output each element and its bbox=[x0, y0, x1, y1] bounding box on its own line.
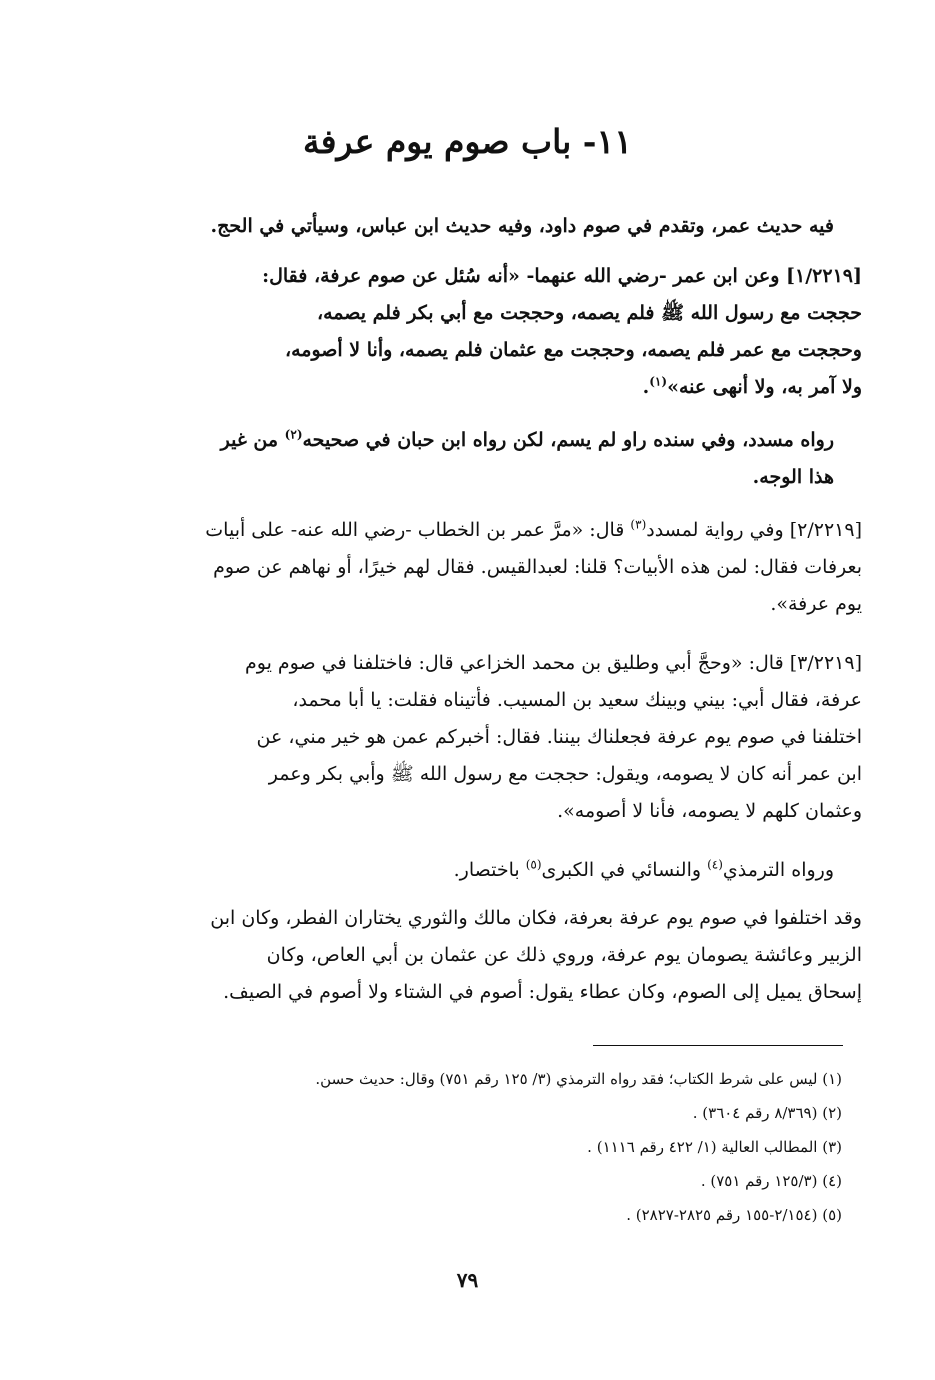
hadith-3-line-1: [٣/٢٢١٩] قال: «وحجَّ أبي وطليق بن محمد الخزاعي قال: فاختلفنا في صوم يوم bbox=[245, 652, 862, 674]
closing-line-2: الزبير وعائشة يصومان يوم عرفة، وروي ذلك عن عثمان بن أبي العاص، وكان bbox=[266, 944, 862, 966]
intro-line: فيه حديث عمر، وتقدم في صوم داود، وفيه حديث ابن عباس، وسيأتي في الحج. bbox=[210, 215, 834, 237]
closing-line-1: وقد اختلفوا في صوم يوم عرفة بعرفة، فكان مالك والثوري يختاران الفطر، وكان ابن bbox=[210, 907, 862, 929]
comment-1-line-1 bbox=[92, 422, 862, 459]
closing-paragraph bbox=[92, 900, 862, 1011]
comment-3-line bbox=[92, 852, 862, 889]
hadith-1 bbox=[92, 258, 862, 406]
comment-1-line-2: هذا الوجه. bbox=[752, 466, 834, 488]
footnote-1: (١) ليس على شرط الكتاب؛ فقد رواه الترمذي (٣/ ١٢٥ رقم ٧٥١) وقال: حديث حسن. bbox=[315, 1070, 842, 1088]
footnotes-list bbox=[92, 1062, 862, 1232]
hadith-1-line-2: حججت مع رسول الله ﷺ فلم يصمه، وحججت مع أبي بكر فلم يصمه، bbox=[316, 302, 862, 324]
hadith-2-text-a: [٢/٢٢١٩] وفي رواية لمسدد bbox=[646, 519, 862, 541]
chapter-title: ١١- باب صوم يوم عرفة bbox=[303, 122, 632, 161]
hadith-3-line-5: وعثمان كلهم لا يصومه، فأنا لا أصومه». bbox=[557, 800, 862, 822]
footnote-ref-3: (٣) bbox=[630, 517, 647, 532]
footnote-ref-2: (٢) bbox=[284, 427, 303, 442]
hadith-1-line-3: وحججت مع عمر فلم يصمه، وحججت مع عثمان فلم يصمه، وأنا لا أصومه، bbox=[284, 339, 862, 361]
hadith-1-end: . bbox=[642, 376, 650, 398]
intro-paragraph bbox=[92, 208, 862, 245]
footnote-ref-4: (٤) bbox=[707, 857, 723, 872]
comment-3-part-1: ورواه الترمذي bbox=[722, 859, 834, 881]
hadith-3-line-4: ابن عمر أنه كان لا يصومه، ويقول: حججت مع رسول الله ﷺ وأبي بكر وعمر bbox=[268, 763, 862, 785]
hadith-1-line-4-text: ولا آمر به، ولا أنهى عنه» bbox=[667, 376, 862, 398]
comment-1-text-b: من غير bbox=[220, 429, 285, 451]
hadith-2-line-2: بعرفات فقال: لمن هذه الأبيات؟ قلنا: لعبدالقيس. فقال لهم خيرًا، أو نهاهم عن صوم bbox=[213, 556, 862, 578]
closing-line-3: إسحاق يميل إلى الصوم، وكان عطاء يقول: أصوم في الشتاء ولا أصوم في الصيف. bbox=[223, 981, 862, 1003]
comment-3 bbox=[92, 852, 862, 889]
footnote-3: (٣) المطالب العالية (١/ ٤٢٢ رقم ١١١٦) . bbox=[587, 1138, 842, 1156]
footnote-ref-1: (١) bbox=[649, 374, 668, 389]
footnote-separator bbox=[593, 1045, 843, 1046]
hadith-2-line-3: يوم عرفة». bbox=[770, 593, 862, 615]
page-number: ٧٩ bbox=[456, 1268, 479, 1292]
hadith-3-line-3: اختلفنا في صوم يوم عرفة فجعلناك بيننا. فقال: أخبركم عمن هو خير مني، عن bbox=[256, 726, 862, 748]
hadith-3 bbox=[92, 645, 862, 830]
hadith-2-line-1 bbox=[92, 512, 862, 549]
comment-1 bbox=[92, 422, 862, 496]
comment-3-part-3: باختصار. bbox=[453, 859, 526, 881]
comment-3-part-2: والنسائي في الكبرى bbox=[541, 859, 708, 881]
hadith-1-line-1: [١/٢٢١٩] وعن ابن عمر -رضي الله عنهما- «أنه سُئل عن صوم عرفة، فقال: bbox=[262, 265, 862, 287]
hadith-2-text-b: قال: «مرَّ عمر بن الخطاب -رضي الله عنه- على أبيات bbox=[205, 519, 631, 541]
footnote-2: (٢) (٨/٣٦٩ رقم ٣٦٠٤) . bbox=[692, 1104, 842, 1122]
hadith-1-line-4 bbox=[92, 369, 862, 406]
hadith-2 bbox=[92, 512, 862, 623]
hadith-3-line-2: عرفة، فقال أبي: بيني وبينك سعيد بن المسيب. فأتيناه فقلت: يا أبا محمد، bbox=[292, 689, 862, 711]
footnote-ref-5: (٥) bbox=[525, 857, 542, 872]
footnote-5: (٥) (٢/١٥٤-١٥٥ رقم ٢٨٢٥-٢٨٢٧) . bbox=[626, 1206, 842, 1224]
footnote-4: (٤) (١٢٥/٣ رقم ٧٥١) . bbox=[700, 1172, 842, 1190]
comment-1-text-a: رواه مسدد، وفي سنده راو لم يسم، لكن رواه ابن حبان في صحيحه bbox=[302, 429, 834, 451]
